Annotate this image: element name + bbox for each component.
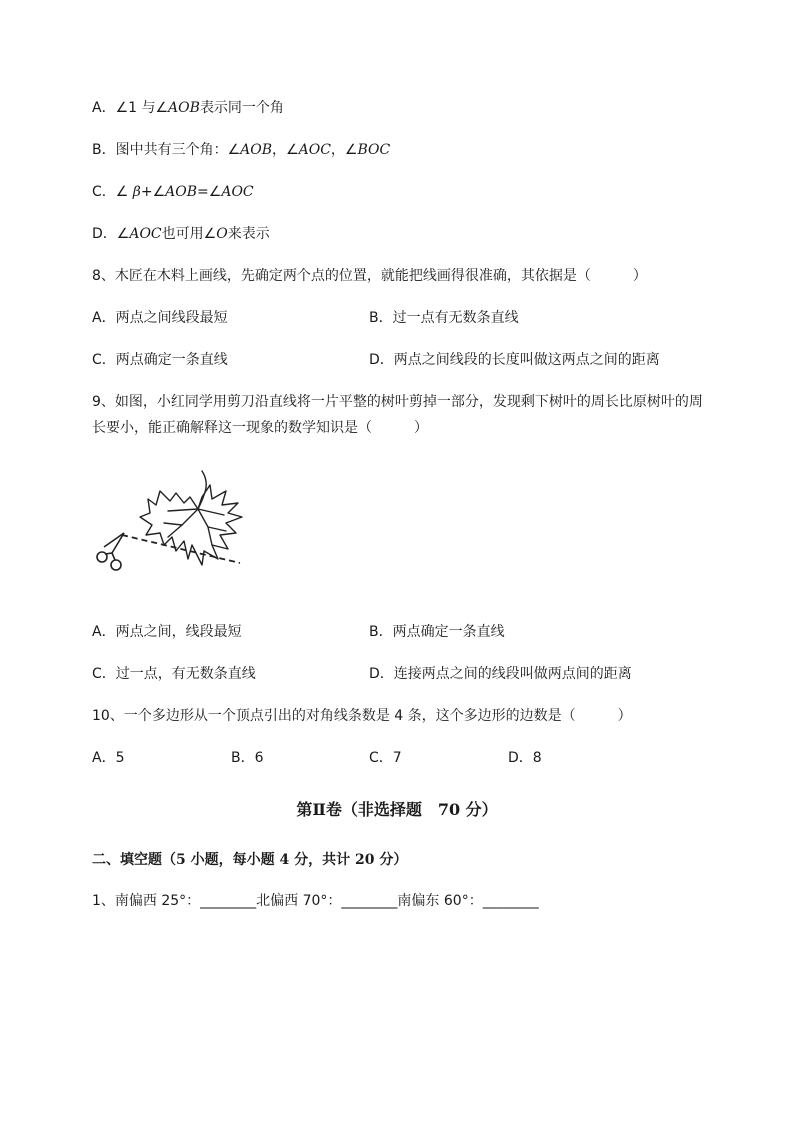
q8-option-c: C．两点确定一条直线	[92, 352, 228, 368]
q9-option-c: C．过一点，有无数条直线	[92, 666, 256, 682]
q7-a-angle: AOB	[168, 100, 200, 116]
q7-b-sep1: ，∠	[272, 142, 299, 158]
q7-d-angle: AOC	[129, 226, 162, 242]
q7-b-angle2: AOC	[298, 142, 331, 158]
q7-b-angle3: BOC	[357, 142, 391, 158]
q10-option-b: B．6	[231, 750, 264, 766]
leaf-outline	[140, 485, 242, 565]
q8-option-d: D．两点之间线段的长度叫做这两点之间的距离	[369, 352, 660, 368]
q8-option-a: A．两点之间线段最短	[92, 310, 228, 326]
q7-option-b	[92, 140, 390, 160]
q9-option-b: B．两点确定一条直线	[369, 624, 505, 640]
q7-c-text: C．∠	[92, 184, 133, 200]
q7-d-text: D．∠	[92, 226, 130, 242]
q7-d-suffix: 来表示	[227, 226, 270, 242]
q10-option-d: D．8	[508, 750, 542, 766]
leaf-scissors-illustration	[92, 465, 252, 595]
q7-option-a	[92, 98, 284, 118]
q8-option-b: B．过一点有无数条直线	[369, 310, 519, 326]
q10-option-a: A．5	[92, 750, 125, 766]
q8-stem: 8、木匠在木料上画线，先确定两个点的位置，就能把线画得很准确，其依据是（ ）	[92, 268, 647, 284]
q7-c-plus: +∠	[140, 184, 166, 200]
fill-blank-part-title: 二、填空题（5 小题，每小题 4 分，共计 20 分）	[92, 852, 408, 868]
q7-d-o: O	[216, 226, 228, 242]
q7-b-sep2: ，∠	[330, 142, 358, 158]
q7-a-suffix: 表示同一个角	[199, 100, 284, 116]
q7-c-angle2: AOC	[221, 184, 254, 200]
q7-a-text: A．∠1 与∠	[92, 100, 169, 116]
q7-option-c	[92, 182, 254, 202]
fill-blank-q1: 1、南偏西 25°：________北偏西 70°：________南偏东 60°：________	[92, 893, 539, 909]
q10-option-c: C．7	[369, 750, 402, 766]
q7-d-mid: 也可用∠	[161, 226, 217, 242]
q7-c-beta: β	[132, 184, 141, 200]
scissors-icon	[97, 533, 124, 570]
q9-option-a: A．两点之间，线段最短	[92, 624, 242, 640]
q10-stem: 10、一个多边形从一个顶点引出的对角线条数是 4 条，这个多边形的边数是（ ）	[92, 708, 632, 724]
q7-option-d	[92, 224, 270, 244]
q7-c-angle1: AOB	[165, 184, 198, 200]
q7-b-text: B．图中共有三个角：∠	[92, 142, 241, 158]
q9-stem-line1: 9、如图，小红同学用剪刀沿直线将一片平整的树叶剪掉一部分，发现剩下树叶的周长比原树叶的周	[92, 394, 703, 410]
q9-option-d: D．连接两点之间的线段叫做两点间的距离	[369, 666, 632, 682]
q7-c-eq: =∠	[197, 184, 222, 200]
section-2-title: 第Ⅱ卷（非选择题 70 分）	[296, 800, 498, 819]
q7-b-angle1: AOB	[240, 142, 273, 158]
leaf-scissors-figure	[92, 465, 252, 599]
q9-stem-line2: 长要小，能正确解释这一现象的数学知识是（ ）	[92, 420, 428, 436]
